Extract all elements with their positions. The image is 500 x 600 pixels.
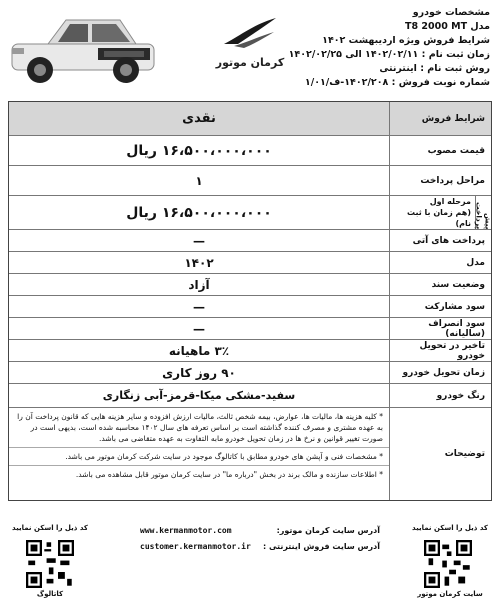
spec-title: مشخصات خودرو bbox=[412, 7, 490, 18]
table-row bbox=[9, 274, 491, 296]
table-row bbox=[9, 136, 491, 166]
row-value: ۱۴۰۲ bbox=[184, 255, 214, 270]
table-row bbox=[9, 384, 491, 408]
website-qr-code-icon[interactable] bbox=[424, 540, 472, 588]
row-value: ۹۰ روز کاری bbox=[162, 365, 236, 380]
spec-registration-time: زمان ثبت نام : ۱۴۰۲/۰۲/۱۱ الی ۱۴۰۲/۰۲/۲۵ bbox=[288, 49, 490, 60]
site-address-link[interactable]: www.kermanmotor.com bbox=[140, 526, 232, 535]
qr-left-caption: کد ذیل را اسکن نمایید bbox=[12, 524, 88, 532]
table-row bbox=[9, 196, 491, 230]
qr-right-label: سایت کرمان موتور bbox=[417, 590, 483, 598]
row-value: ۳٪ ماهیانه bbox=[168, 343, 230, 358]
table-row bbox=[9, 362, 491, 384]
site-address-line bbox=[140, 526, 380, 535]
row-label: رنگ خودرو bbox=[389, 384, 491, 407]
spec-model-label: مدل bbox=[470, 21, 490, 32]
row-label-main: مرحله اول bbox=[429, 197, 471, 206]
notes-list bbox=[9, 408, 389, 500]
pickup-truck-image bbox=[8, 8, 158, 86]
row-label: پرداخت های آتی bbox=[389, 230, 491, 251]
table-row bbox=[9, 340, 491, 362]
row-value: آزاد bbox=[188, 277, 210, 292]
row-label-sub: (هم زمان با ثبت نام) bbox=[407, 208, 471, 228]
row-label: سود مشارکت bbox=[389, 296, 491, 317]
qr-right-caption: کد ذیل را اسکن نمایید bbox=[412, 524, 488, 532]
row-label: وضعیت سند bbox=[389, 274, 491, 295]
site-address-label: آدرس سایت کرمان موتور: bbox=[276, 526, 380, 535]
row-label: قیمت مصوب bbox=[389, 136, 491, 165]
row-value: ۱ bbox=[195, 173, 203, 188]
table-row bbox=[9, 230, 491, 252]
row-label bbox=[390, 196, 475, 229]
spec-model-value: T8 2000 MT bbox=[404, 21, 468, 32]
spec-block bbox=[285, 6, 490, 90]
sale-address-line bbox=[140, 542, 380, 551]
qr-left-label: کاتالوگ bbox=[36, 590, 64, 598]
note-item: * کلیه هزینه ها، مالیات ها، عوارض، بیمه شخص ثالث، مالیات ارزش افزوده و سایر هزینه هایی که قانون پرداخت آن را به عهده مشتری و مصرف کننده گذاشته است بر اساس تعرفه های سال ۱۴۰۲ محاسبه شده است، بدیهی است در صورت تغییر قوانین و نرخ ها در زمان تحویل خودرو مابه التفاوت به عهده متقاضی می باشد. bbox=[17, 412, 383, 443]
row-label: مدل bbox=[389, 252, 491, 273]
page-header bbox=[0, 0, 500, 100]
sale-address-label: آدرس سایت فروش اینترنتی : bbox=[262, 542, 380, 551]
catalog-qr-code-icon[interactable] bbox=[26, 540, 74, 588]
row-value: ۱۶،۵۰۰،۰۰۰،۰۰۰ ریال bbox=[126, 142, 272, 159]
row-label: زمان تحویل خودرو bbox=[389, 362, 491, 383]
row-value: نقدی bbox=[9, 102, 389, 135]
sale-address-link[interactable]: customer.kermanmotor.ir bbox=[140, 542, 251, 551]
brand-logo-text: کرمان موتور bbox=[215, 56, 285, 69]
brand-logo-mark-icon bbox=[220, 14, 280, 50]
row-label: مراحل پرداخت bbox=[389, 166, 491, 195]
row-value: — bbox=[193, 233, 205, 248]
table-row bbox=[9, 252, 491, 274]
notes-label: توضیحات bbox=[389, 408, 491, 500]
prepayment-group-label: پیش پرداخت bbox=[475, 196, 491, 229]
notes-row bbox=[9, 408, 491, 500]
note-item: * مشخصات فنی و آپشن های خودرو مطابق با کاتالوگ موجود در سایت شرکت کرمان موتور می باشد. bbox=[9, 447, 389, 465]
note-item: * اطلاعات سازنده و مالک برند در بخش "درباره ما" در سایت کرمان موتور قابل مشاهده می باشد. bbox=[9, 465, 389, 483]
row-value: سفید-مشکی میکا-قرمز-آبی زنگاری bbox=[102, 389, 296, 402]
spec-sale-number: شماره نوبت فروش : ۱۴۰۲/۲۰۸-ف/۱/۰۱ bbox=[304, 77, 490, 88]
table-row bbox=[9, 102, 491, 136]
row-value: ۱۶،۵۰۰،۰۰۰،۰۰۰ ریال bbox=[126, 204, 272, 221]
row-label: سود انصراف (سالیانه) bbox=[389, 318, 491, 339]
brand-logo bbox=[210, 14, 290, 74]
table-row bbox=[9, 296, 491, 318]
row-label-group bbox=[389, 196, 491, 229]
page-footer bbox=[0, 518, 500, 600]
spec-model-line bbox=[285, 20, 490, 34]
table-row bbox=[9, 166, 491, 196]
row-label: تاخیر در تحویل خودرو bbox=[389, 340, 491, 361]
row-value: — bbox=[193, 321, 205, 336]
spec-registration-method: روش ثبت نام : اینترنتی bbox=[379, 63, 490, 74]
sale-terms-table bbox=[8, 101, 492, 501]
table-row bbox=[9, 318, 491, 340]
row-label: شرایط فروش bbox=[389, 102, 491, 135]
row-value: — bbox=[193, 299, 205, 314]
spec-sale-conditions: شرایط فروش ویژه اردیبهشت ۱۴۰۲ bbox=[322, 35, 490, 46]
